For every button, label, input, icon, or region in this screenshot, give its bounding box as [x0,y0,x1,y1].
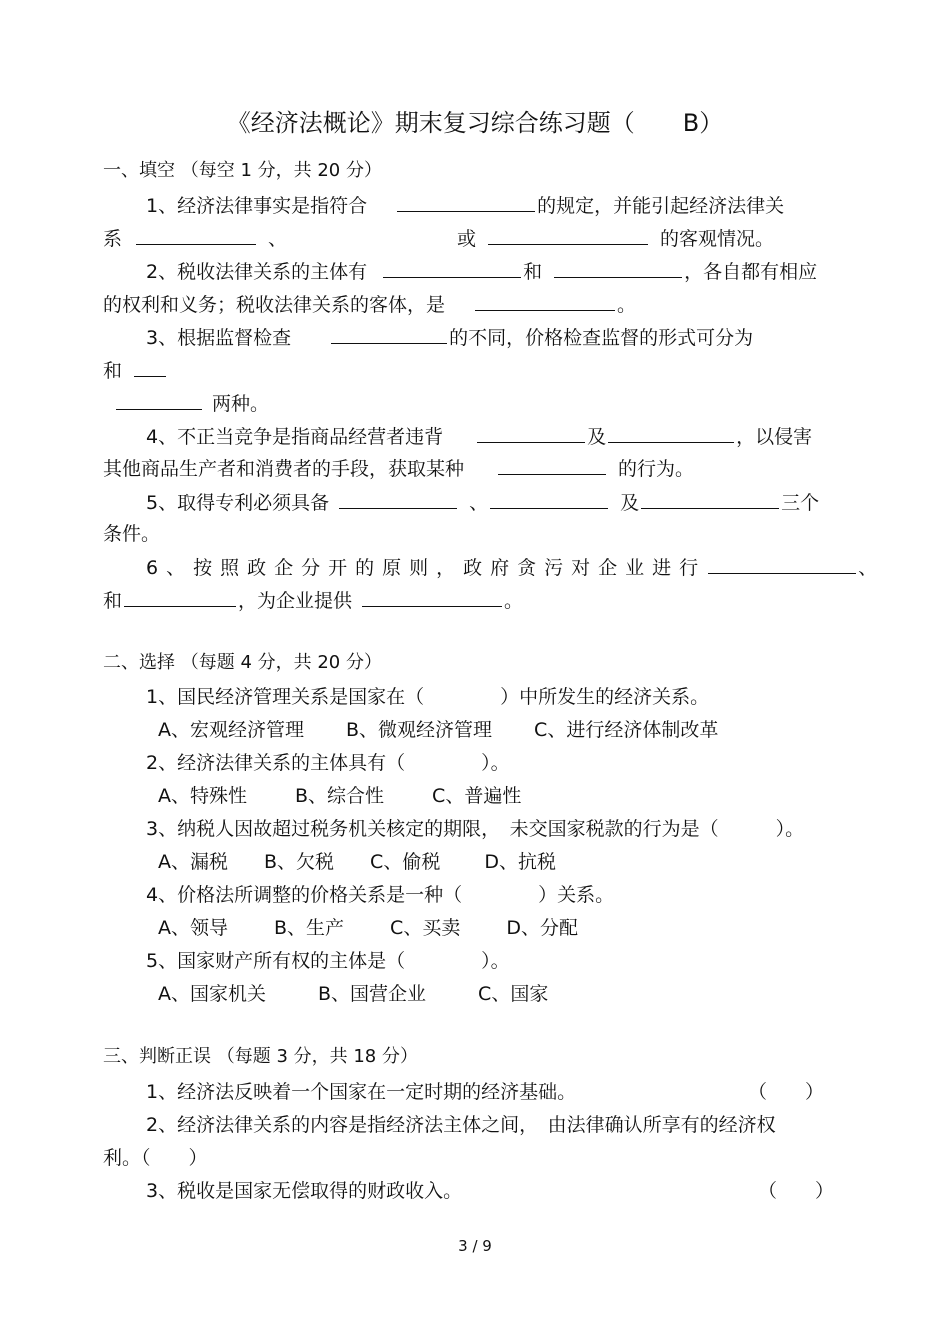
text-segment: 或 [457,228,477,250]
text-segment: 5、取得专利必须具备 [146,492,330,514]
answer-blank [136,226,256,245]
answer-blank [498,456,606,475]
answer-blank [339,490,457,509]
fill-q6-line2 [103,588,523,613]
section-judge-heading: 三、判断正误 （每题 3 分，共 18 分） [103,1046,418,1067]
fill-q4-line1 [146,424,812,449]
choice-q1-options [158,718,718,742]
option-a: A、宏观经济管理 [158,719,304,741]
choice-q4-options [158,916,578,940]
text-segment: 的不同，价格检查监督的形式可分为 [449,327,754,349]
choice-q3-options [158,850,556,874]
fill-q3-line3 [114,391,269,416]
option-c: C、买卖 [390,917,461,939]
judge-q1-answer: （ ） [748,1081,825,1103]
text-segment: 2、税收法律关系的主体有 [146,261,368,283]
option-b: B、微观经济管理 [346,719,493,741]
option-b: B、国营企业 [318,983,427,1005]
text-segment: 3、根据监督检查 [146,327,292,349]
text-segment: 和 [103,590,123,612]
answer-blank [554,259,682,278]
text-segment: 三个 [781,492,820,514]
text-segment: 、 [268,228,288,250]
text-segment: 的行为。 [618,458,695,480]
answer-blank [397,193,535,212]
answer-blank [608,424,734,443]
option-b: B、生产 [274,917,345,939]
answer-blank [708,555,856,574]
option-c: C、普遍性 [432,785,522,807]
choice-q5-options [158,982,548,1006]
answer-blank [362,588,502,607]
text-segment: 和 [523,261,543,283]
text-segment: ，为企业提供 [238,590,353,612]
option-d: D、分配 [506,917,578,939]
judge-q3: 3、税收是国家无偿取得的财政收入。 [146,1180,463,1202]
judge-q3-answer: （ ） [758,1180,835,1202]
choice-q2: 2、经济法律关系的主体具有（ ）。 [146,752,510,774]
option-c: C、偷税 [370,851,441,873]
option-a: A、漏税 [158,851,228,873]
text-segment: 1、经济法律事实是指符合 [146,195,368,217]
text-segment: 。 [617,294,637,316]
text-segment: 、 [469,492,489,514]
text-segment: 4、不正当竞争是指商品经营者违背 [146,426,444,448]
text-segment: 两种。 [212,393,270,415]
choice-q5: 5、国家财产所有权的主体是（ ）。 [146,950,510,972]
text-segment: 。 [504,590,524,612]
section-fill-heading: 一、填空 （每空 1 分，共 20 分） [103,160,382,181]
fill-q2-line2 [103,292,636,317]
choice-q3: 3、纳税人因故超过税务机关核定的期限， 未交国家税款的行为是（ ）。 [146,818,805,840]
answer-blank [383,259,521,278]
fill-q1-line1 [146,193,784,218]
text-segment: 的规定，并能引起经济法律关 [537,195,785,217]
option-a: A、领导 [158,917,228,939]
option-a: A、国家机关 [158,983,266,1005]
text-segment: 、 [858,557,878,579]
text-segment: 其他商品生产者和消费者的手段，获取某种 [103,458,465,480]
answer-blank [488,226,648,245]
text-segment: ，以侵害 [736,426,813,448]
choice-q1: 1、国民经济管理关系是国家在（ ）中所发生的经济关系。 [146,686,710,708]
text-segment: 及 [587,426,607,448]
fill-q4-line2 [103,456,694,481]
section-choice-heading: 二、选择 （每题 4 分，共 20 分） [103,652,382,673]
answer-blank [134,358,166,377]
fill-q5-line1 [146,490,819,515]
answer-blank [124,588,236,607]
answer-blank [116,391,202,410]
choice-q4: 4、价格法所调整的价格关系是一种（ ）关系。 [146,884,615,906]
option-a: A、特殊性 [158,785,247,807]
text-segment: 和 [103,360,123,382]
page-number: 3 / 9 [458,1237,492,1255]
option-b: B、综合性 [295,785,385,807]
answer-blank [490,490,608,509]
answer-blank [641,490,779,509]
text-segment: 的客观情况。 [660,228,775,250]
judge-q1: 1、经济法反映着一个国家在一定时期的经济基础。 [146,1081,577,1103]
answer-blank [331,325,447,344]
option-d: D、抗税 [484,851,556,873]
fill-q6-line1 [146,555,877,580]
answer-blank [475,292,615,311]
option-c: C、进行经济体制改革 [534,719,719,741]
text-segment: ，各自都有相应 [684,261,818,283]
fill-q3-line1 [146,325,753,350]
option-c: C、国家 [478,983,549,1005]
choice-q2-options [158,784,521,808]
page-title: 《经济法概论》期末复习综合练习题（ B） [226,109,724,137]
judge-q2-line1: 2、经济法律关系的内容是指经济法主体之间， 由法律确认所享有的经济权 [146,1114,776,1136]
fill-q3-line2 [103,358,168,383]
judge-q2-line2: 利。（ ） [103,1147,208,1169]
fill-q5-line2: 条件。 [103,523,161,545]
fill-q2-line1 [146,259,817,284]
text-segment: 的权利和义务；税收法律关系的客体，是 [103,294,446,316]
text-segment: 6、按照政企分开的原则，政府贪污对企业进行 [146,557,707,579]
fill-q1-line2 [103,226,774,251]
option-b: B、欠税 [264,851,335,873]
text-segment: 系 [103,228,123,250]
text-segment: 及 [620,492,640,514]
answer-blank [477,424,585,443]
